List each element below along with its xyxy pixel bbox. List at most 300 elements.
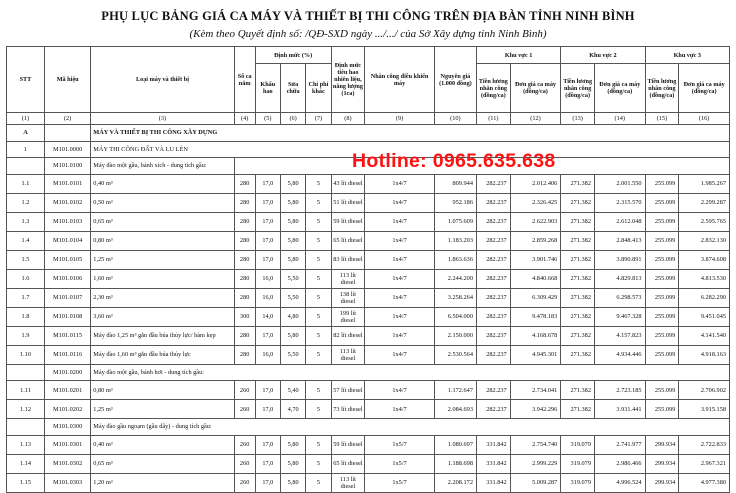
group-code: M101.0300	[44, 419, 90, 436]
row-wage-zone-2: 319.079	[561, 435, 595, 454]
row-other-cost: 5	[306, 288, 331, 307]
header-stt: STT	[7, 47, 45, 113]
row-labor: 1x5/7	[365, 473, 435, 492]
row-wage-zone-1: 282.237	[476, 174, 510, 193]
row-shifts: 300	[234, 307, 255, 326]
row-machine-name: 0,80 m³	[91, 381, 234, 400]
row-labor: 1x4/7	[365, 174, 435, 193]
row-repair: 5,80	[280, 454, 305, 473]
group-code: M101.0200	[44, 364, 90, 381]
row-fuel: 82 lít diesel	[331, 326, 365, 345]
section-stt: A	[7, 125, 45, 142]
row-machine-name: 0,80 m³	[91, 231, 234, 250]
header-sua-chua: Sửa chữa	[280, 64, 305, 113]
row-repair: 5,80	[280, 193, 305, 212]
group-row-2	[7, 364, 730, 381]
table-row	[7, 231, 730, 250]
row-repair: 5,80	[280, 250, 305, 269]
row-fuel: 83 lít diesel	[331, 250, 365, 269]
header-don-gia-2: Đơn giá ca máy (đồng/ca)	[594, 64, 645, 113]
row-price-zone-2: 4.996.524	[594, 473, 645, 492]
row-price-zone-3: 3.874.608	[679, 250, 730, 269]
section-code: M101.0000	[44, 141, 90, 158]
row-price-zone-3: 2.832.130	[679, 231, 730, 250]
row-depreciation: 16,0	[255, 288, 280, 307]
row-wage-zone-3: 255.099	[645, 269, 679, 288]
page-title: PHỤ LỤC BẢNG GIÁ CA MÁY VÀ THIẾT BỊ THI CÔNG TRÊN ĐỊA BÀN TỈNH NINH BÌNH	[101, 9, 635, 23]
row-code: M101.0105	[44, 250, 90, 269]
row-code: M101.0106	[44, 269, 90, 288]
row-stt: 1.14	[7, 454, 45, 473]
section-label: MÁY THI CÔNG ĐẤT VÀ LU LÈN	[91, 141, 730, 158]
row-wage-zone-2: 271.382	[561, 174, 595, 193]
row-labor: 1x4/7	[365, 269, 435, 288]
row-original-price: 1.080.697	[434, 435, 476, 454]
row-wage-zone-3: 255.099	[645, 381, 679, 400]
row-repair: 5,80	[280, 326, 305, 345]
row-labor: 1x5/7	[365, 454, 435, 473]
row-other-cost: 5	[306, 269, 331, 288]
row-stt: 1.3	[7, 212, 45, 231]
row-repair: 5,50	[280, 269, 305, 288]
column-number-row	[7, 113, 730, 125]
column-number: (2)	[44, 113, 90, 125]
row-depreciation: 17,0	[255, 454, 280, 473]
row-repair: 5,80	[280, 473, 305, 492]
row-price-zone-3: 2.722.833	[679, 435, 730, 454]
header-nguyen-gia: Nguyên giá (1.000 đồng)	[434, 47, 476, 113]
row-other-cost: 5	[306, 174, 331, 193]
row-wage-zone-3: 299.934	[645, 435, 679, 454]
row-wage-zone-1: 282.237	[476, 326, 510, 345]
row-code: M101.0116	[44, 345, 90, 364]
row-wage-zone-3: 299.934	[645, 473, 679, 492]
row-stt: 1.15	[7, 473, 45, 492]
row-shifts: 260	[234, 435, 255, 454]
row-price-zone-1: 5.009.287	[510, 473, 561, 492]
table-row	[7, 326, 730, 345]
row-stt: 1.5	[7, 250, 45, 269]
row-code: M101.0108	[44, 307, 90, 326]
row-price-zone-3: 2.595.765	[679, 212, 730, 231]
section-label: MÁY VÀ THIẾT BỊ THI CÔNG XÂY DỰNG	[91, 125, 730, 142]
row-wage-zone-1: 331.842	[476, 435, 510, 454]
row-fuel: 59 lít diesel	[331, 212, 365, 231]
row-price-zone-1: 2.012.406	[510, 174, 561, 193]
table-row	[7, 174, 730, 193]
row-labor: 1x4/7	[365, 381, 435, 400]
row-price-zone-3: 4.813.530	[679, 269, 730, 288]
row-wage-zone-2: 271.382	[561, 381, 595, 400]
group-label: Máy đào gầu ngoạm (gầu dây) - dung tích gầu:	[91, 419, 730, 436]
row-price-zone-2: 9.467.328	[594, 307, 645, 326]
column-number: (12)	[510, 113, 561, 125]
header-khu-vuc-2: Khu vực 2	[561, 47, 645, 64]
row-original-price: 1.172.647	[434, 381, 476, 400]
row-machine-name: 2,30 m³	[91, 288, 234, 307]
row-wage-zone-1: 331.842	[476, 473, 510, 492]
row-shifts: 280	[234, 269, 255, 288]
table-row	[7, 269, 730, 288]
row-machine-name: 0,40 m³	[91, 435, 234, 454]
row-price-zone-1: 4.945.301	[510, 345, 561, 364]
column-number: (8)	[331, 113, 365, 125]
row-wage-zone-2: 319.079	[561, 473, 595, 492]
row-wage-zone-2: 271.382	[561, 212, 595, 231]
row-wage-zone-1: 282.237	[476, 269, 510, 288]
header-khu-vuc-3: Khu vực 3	[645, 47, 729, 64]
row-price-zone-2: 2.723.185	[594, 381, 645, 400]
row-original-price: 6.504.000	[434, 307, 476, 326]
column-number: (9)	[365, 113, 435, 125]
row-price-zone-3: 2.299.287	[679, 193, 730, 212]
row-wage-zone-2: 271.382	[561, 193, 595, 212]
row-shifts: 280	[234, 174, 255, 193]
table-row	[7, 435, 730, 454]
row-repair: 5,40	[280, 381, 305, 400]
row-price-zone-2: 2.001.550	[594, 174, 645, 193]
row-stt: 1.13	[7, 435, 45, 454]
row-wage-zone-3: 255.099	[645, 212, 679, 231]
row-price-zone-2: 3.890.891	[594, 250, 645, 269]
header-chi-phi-khac: Chi phí khác	[306, 64, 331, 113]
header-don-gia-1: Đơn giá ca máy (đồng/ca)	[510, 64, 561, 113]
row-wage-zone-2: 319.079	[561, 454, 595, 473]
row-shifts: 260	[234, 400, 255, 419]
row-price-zone-2: 6.298.573	[594, 288, 645, 307]
row-price-zone-3: 9.451.045	[679, 307, 730, 326]
row-price-zone-1: 2.999.229	[510, 454, 561, 473]
row-stt: 1.4	[7, 231, 45, 250]
row-code: M101.0104	[44, 231, 90, 250]
row-wage-zone-3: 255.099	[645, 288, 679, 307]
row-price-zone-3: 6.282.290	[679, 288, 730, 307]
row-price-zone-2: 2.315.570	[594, 193, 645, 212]
row-stt: 1.7	[7, 288, 45, 307]
row-fuel: 43 lít diesel	[331, 174, 365, 193]
row-labor: 1x4/7	[365, 250, 435, 269]
row-other-cost: 5	[306, 345, 331, 364]
row-other-cost: 5	[306, 250, 331, 269]
row-labor: 1x5/7	[365, 435, 435, 454]
row-code: M101.0201	[44, 381, 90, 400]
row-fuel: 59 lít diesel	[331, 435, 365, 454]
column-number: (3)	[91, 113, 234, 125]
row-fuel: 57 lít diesel	[331, 381, 365, 400]
row-original-price: 3.258.264	[434, 288, 476, 307]
row-labor: 1x4/7	[365, 307, 435, 326]
row-depreciation: 14,0	[255, 307, 280, 326]
header-don-gia-3: Đơn giá ca máy (đồng/ca)	[679, 64, 730, 113]
row-code: M101.0303	[44, 473, 90, 492]
row-code: M101.0102	[44, 193, 90, 212]
row-depreciation: 17,0	[255, 174, 280, 193]
row-other-cost: 5	[306, 326, 331, 345]
row-shifts: 280	[234, 326, 255, 345]
row-machine-name: 1,60 m³	[91, 269, 234, 288]
row-wage-zone-1: 282.237	[476, 288, 510, 307]
row-original-price: 952.186	[434, 193, 476, 212]
row-original-price: 1.188.698	[434, 454, 476, 473]
row-original-price: 1.863.636	[434, 250, 476, 269]
row-repair: 5,80	[280, 231, 305, 250]
header-loai-may: Loại máy và thiết bị	[91, 47, 234, 113]
row-price-zone-2: 4.829.813	[594, 269, 645, 288]
header-tieu-hao: Định mức tiêu hao nhiên liệu, năng lượng (1ca)	[331, 47, 365, 113]
row-wage-zone-1: 282.237	[476, 345, 510, 364]
row-wage-zone-3: 255.099	[645, 326, 679, 345]
row-wage-zone-1: 282.237	[476, 381, 510, 400]
row-wage-zone-1: 282.237	[476, 231, 510, 250]
row-labor: 1x4/7	[365, 193, 435, 212]
group-label: Máy đào một gầu, bánh hơi - dung tích gầu:	[91, 364, 730, 381]
row-wage-zone-2: 271.382	[561, 307, 595, 326]
row-wage-zone-3: 255.099	[645, 400, 679, 419]
column-number: (16)	[679, 113, 730, 125]
row-machine-name: 0,65 m³	[91, 454, 234, 473]
row-wage-zone-2: 271.382	[561, 345, 595, 364]
row-shifts: 260	[234, 454, 255, 473]
row-shifts: 260	[234, 473, 255, 492]
row-stt: 1.11	[7, 381, 45, 400]
header-tien-luong-2: Tiền lương nhân công (đồng/ca)	[561, 64, 595, 113]
row-labor: 1x4/7	[365, 326, 435, 345]
row-wage-zone-1: 282.237	[476, 212, 510, 231]
row-machine-name: 1,25 m³	[91, 250, 234, 269]
row-original-price: 2.150.000	[434, 326, 476, 345]
table-row	[7, 454, 730, 473]
row-code: M101.0101	[44, 174, 90, 193]
row-code: M101.0202	[44, 400, 90, 419]
row-original-price: 2.208.172	[434, 473, 476, 492]
header-so-ca-nam: Số ca năm	[234, 47, 255, 113]
row-wage-zone-2: 271.382	[561, 269, 595, 288]
row-stt: 1.8	[7, 307, 45, 326]
row-shifts: 260	[234, 381, 255, 400]
section-stt: 1	[7, 141, 45, 158]
row-depreciation: 17,0	[255, 193, 280, 212]
row-price-zone-1: 2.326.425	[510, 193, 561, 212]
row-price-zone-3: 4.918.163	[679, 345, 730, 364]
row-repair: 5,80	[280, 174, 305, 193]
row-machine-name: 1,20 m³	[91, 473, 234, 492]
row-depreciation: 17,0	[255, 473, 280, 492]
row-price-zone-3: 4.141.540	[679, 326, 730, 345]
row-wage-zone-3: 255.099	[645, 174, 679, 193]
row-wage-zone-3: 255.099	[645, 250, 679, 269]
row-wage-zone-2: 271.382	[561, 231, 595, 250]
table-row	[7, 212, 730, 231]
row-code: M101.0107	[44, 288, 90, 307]
header-ma-hieu: Mã hiệu	[44, 47, 90, 113]
row-stt: 1.2	[7, 193, 45, 212]
row-code: M101.0103	[44, 212, 90, 231]
row-shifts: 280	[234, 250, 255, 269]
row-fuel: 65 lít diesel	[331, 231, 365, 250]
row-other-cost: 5	[306, 231, 331, 250]
column-number: (7)	[306, 113, 331, 125]
table-row	[7, 250, 730, 269]
row-price-zone-2: 4.157.823	[594, 326, 645, 345]
row-price-zone-1: 3.942.296	[510, 400, 561, 419]
row-repair: 4,80	[280, 307, 305, 326]
row-code: M101.0115	[44, 326, 90, 345]
row-original-price: 1.075.609	[434, 212, 476, 231]
row-other-cost: 5	[306, 473, 331, 492]
row-other-cost: 5	[306, 454, 331, 473]
row-machine-name: 0,65 m³	[91, 212, 234, 231]
row-wage-zone-3: 255.099	[645, 307, 679, 326]
row-price-zone-2: 2.741.977	[594, 435, 645, 454]
table-row	[7, 381, 730, 400]
row-wage-zone-3: 255.099	[645, 231, 679, 250]
row-wage-zone-3: 255.099	[645, 345, 679, 364]
row-depreciation: 17,0	[255, 231, 280, 250]
row-fuel: 51 lít diesel	[331, 193, 365, 212]
column-number: (4)	[234, 113, 255, 125]
group-code: M101.0100	[44, 158, 90, 175]
row-stt: 1.6	[7, 269, 45, 288]
row-shifts: 280	[234, 193, 255, 212]
row-labor: 1x4/7	[365, 288, 435, 307]
row-shifts: 280	[234, 345, 255, 364]
row-depreciation: 17,0	[255, 326, 280, 345]
row-original-price: 809.944	[434, 174, 476, 193]
row-repair: 5,50	[280, 288, 305, 307]
row-wage-zone-2: 271.382	[561, 250, 595, 269]
row-labor: 1x4/7	[365, 212, 435, 231]
row-price-zone-3: 1.985.267	[679, 174, 730, 193]
row-fuel: 73 lít diesel	[331, 400, 365, 419]
row-machine-name: 3,60 m³	[91, 307, 234, 326]
row-wage-zone-1: 331.842	[476, 454, 510, 473]
row-repair: 5,80	[280, 435, 305, 454]
row-price-zone-3: 2.706.902	[679, 381, 730, 400]
row-stt: 1.1	[7, 174, 45, 193]
row-depreciation: 17,0	[255, 381, 280, 400]
row-price-zone-1: 4.840.668	[510, 269, 561, 288]
header-nhan-cong: Nhân công điều khiển máy	[365, 47, 435, 113]
row-fuel: 65 lít diesel	[331, 454, 365, 473]
row-wage-zone-1: 282.237	[476, 250, 510, 269]
row-labor: 1x4/7	[365, 345, 435, 364]
table-row	[7, 400, 730, 419]
row-depreciation: 17,0	[255, 212, 280, 231]
row-wage-zone-1: 282.237	[476, 400, 510, 419]
row-depreciation: 17,0	[255, 400, 280, 419]
column-number: (11)	[476, 113, 510, 125]
row-original-price: 2.244.200	[434, 269, 476, 288]
header-tien-luong-1: Tiền lương nhân công (đồng/ca)	[476, 64, 510, 113]
row-price-zone-1: 4.168.678	[510, 326, 561, 345]
header-khu-vuc-1: Khu vực 1	[476, 47, 560, 64]
row-wage-zone-1: 282.237	[476, 193, 510, 212]
row-fuel: 113 lít diesel	[331, 473, 365, 492]
row-machine-name: 1,25 m³	[91, 400, 234, 419]
row-price-zone-2: 2.612.048	[594, 212, 645, 231]
row-price-zone-1: 2.622.903	[510, 212, 561, 231]
row-price-zone-1: 3.901.746	[510, 250, 561, 269]
page-subtitle: (Kèm theo Quyết định số: /QĐ-SXD ngày .../.../ của Sở Xây dựng tỉnh Ninh Bình)	[189, 28, 547, 40]
row-price-zone-1: 6.309.429	[510, 288, 561, 307]
row-price-zone-3: 2.967.321	[679, 454, 730, 473]
row-depreciation: 17,0	[255, 250, 280, 269]
hotline-watermark: Hotline: 0965.635.638	[352, 150, 556, 172]
row-original-price: 2.084.693	[434, 400, 476, 419]
row-repair: 4,70	[280, 400, 305, 419]
row-machine-name: 0,50 m³	[91, 193, 234, 212]
row-wage-zone-3: 299.934	[645, 454, 679, 473]
row-stt: 1.10	[7, 345, 45, 364]
header-tien-luong-3: Tiền lương nhân công (đồng/ca)	[645, 64, 679, 113]
column-number: (6)	[280, 113, 305, 125]
row-stt: 1.9	[7, 326, 45, 345]
row-price-zone-2: 4.934.446	[594, 345, 645, 364]
row-other-cost: 5	[306, 381, 331, 400]
group-row-3	[7, 419, 730, 436]
row-price-zone-1: 9.478.183	[510, 307, 561, 326]
table-row	[7, 288, 730, 307]
row-original-price: 2.530.564	[434, 345, 476, 364]
row-other-cost: 5	[306, 193, 331, 212]
column-number: (1)	[7, 113, 45, 125]
row-shifts: 280	[234, 288, 255, 307]
row-wage-zone-1: 282.237	[476, 307, 510, 326]
row-shifts: 280	[234, 231, 255, 250]
row-repair: 5,50	[280, 345, 305, 364]
row-price-zone-3: 4.977.380	[679, 473, 730, 492]
row-other-cost: 5	[306, 400, 331, 419]
row-price-zone-2: 3.931.441	[594, 400, 645, 419]
row-other-cost: 5	[306, 307, 331, 326]
row-repair: 5,80	[280, 212, 305, 231]
row-depreciation: 17,0	[255, 435, 280, 454]
row-machine-name: Máy đào 1,25 m³ gắn đầu búa thủy lực/ hàm kẹp	[91, 326, 234, 345]
price-table	[6, 46, 730, 493]
group-label: Máy đào một gầu, bánh xích - dung tích gầu:	[91, 158, 234, 175]
row-stt: 1.12	[7, 400, 45, 419]
row-code: M101.0302	[44, 454, 90, 473]
row-wage-zone-2: 271.382	[561, 288, 595, 307]
header-dinh-muc: Định mức (%)	[255, 47, 331, 64]
column-number: (5)	[255, 113, 280, 125]
row-code: M101.0301	[44, 435, 90, 454]
row-original-price: 1.183.203	[434, 231, 476, 250]
row-fuel: 138 lít diesel	[331, 288, 365, 307]
row-machine-name: 0,40 m³	[91, 174, 234, 193]
row-other-cost: 5	[306, 212, 331, 231]
column-number: (10)	[434, 113, 476, 125]
column-number: (13)	[561, 113, 595, 125]
column-number: (15)	[645, 113, 679, 125]
column-number: (14)	[594, 113, 645, 125]
row-fuel: 113 lít diesel	[331, 269, 365, 288]
section-row-a	[7, 125, 730, 142]
row-fuel: 113 lít diesel	[331, 345, 365, 364]
row-price-zone-2: 2.986.466	[594, 454, 645, 473]
row-machine-name: Máy đào 1,60 m³ gắn đầu búa thủy lực	[91, 345, 234, 364]
row-price-zone-1: 2.859.268	[510, 231, 561, 250]
row-fuel: 199 lít diesel	[331, 307, 365, 326]
row-wage-zone-2: 271.382	[561, 400, 595, 419]
table-row	[7, 345, 730, 364]
header-khau-hao: Khấu hao	[255, 64, 280, 113]
table-row	[7, 193, 730, 212]
row-wage-zone-3: 255.099	[645, 193, 679, 212]
row-depreciation: 16,0	[255, 345, 280, 364]
row-price-zone-2: 2.848.413	[594, 231, 645, 250]
row-labor: 1x4/7	[365, 231, 435, 250]
